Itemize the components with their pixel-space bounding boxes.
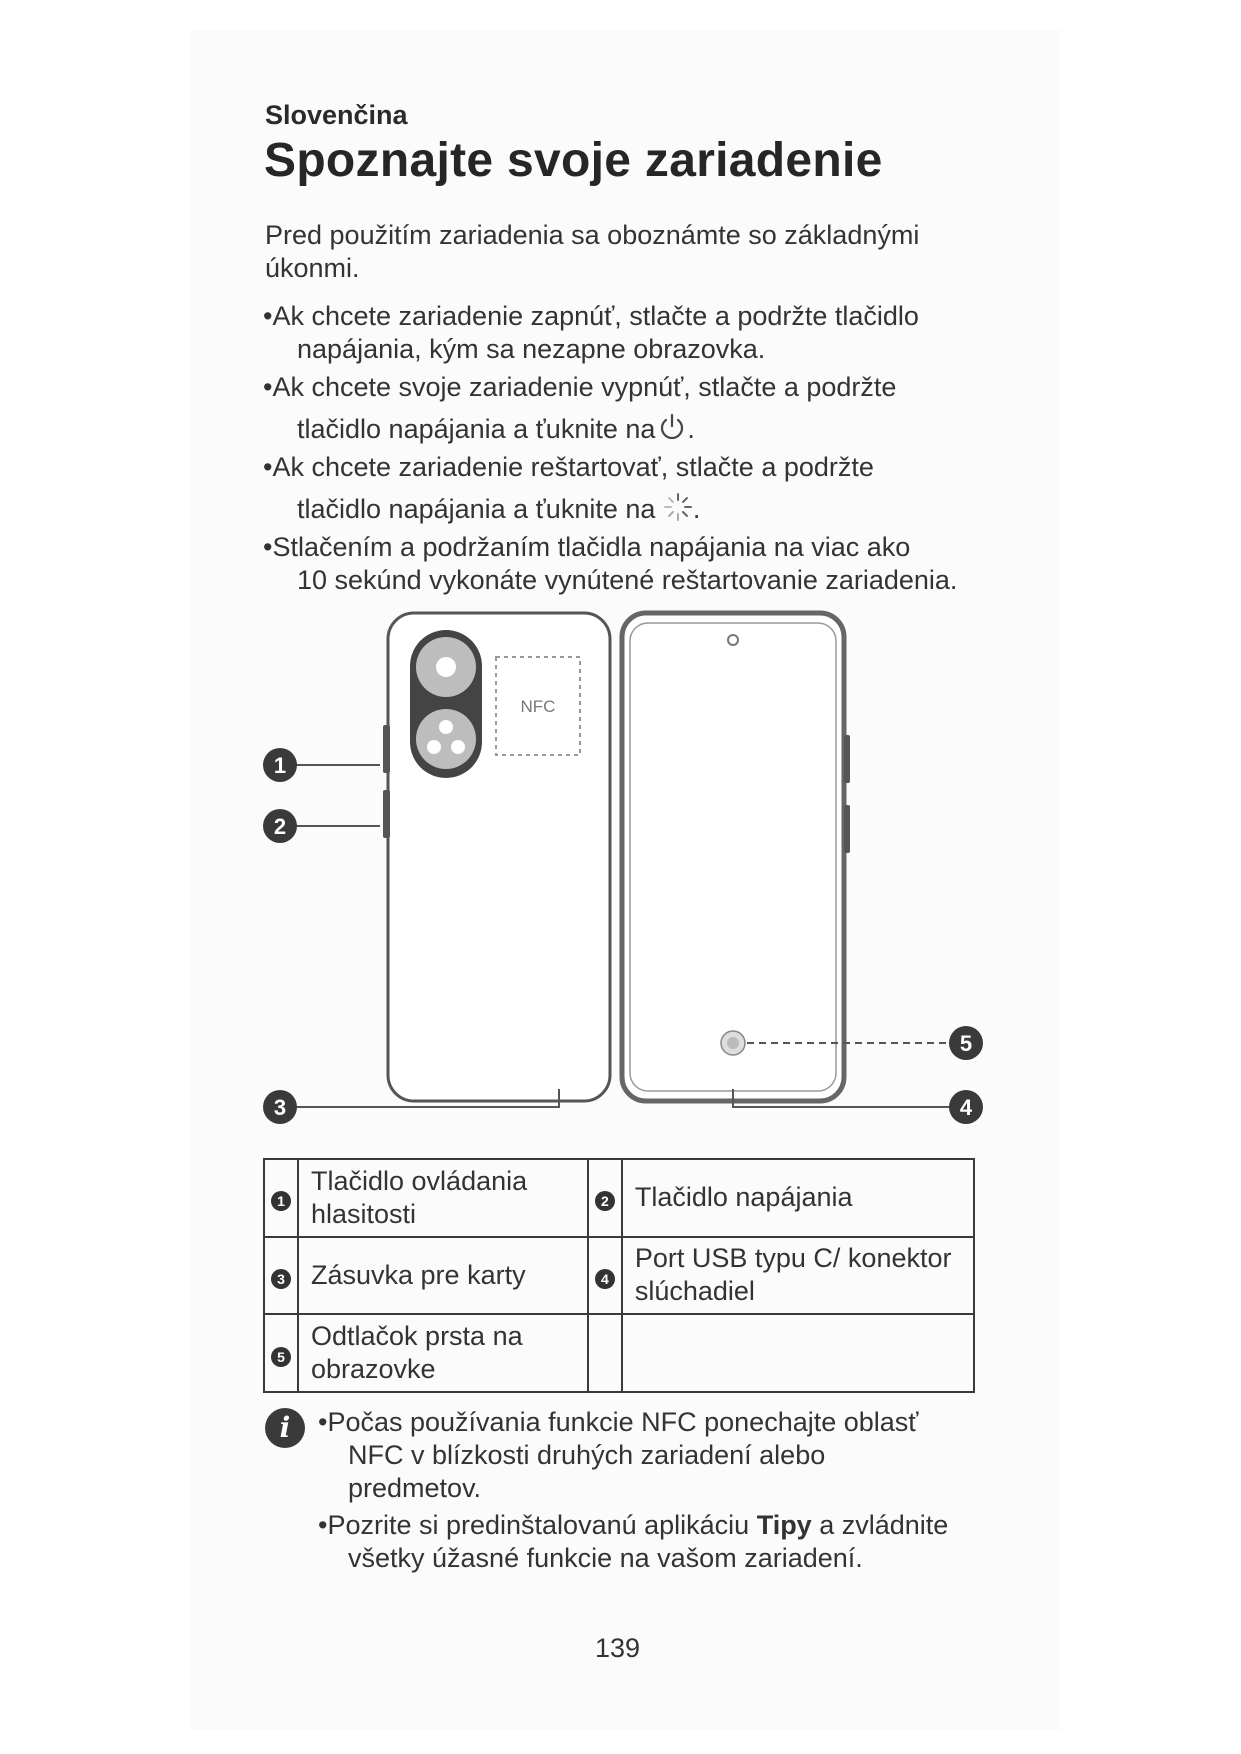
bullet-restart bbox=[263, 451, 874, 526]
tip-line: predmetov. bbox=[348, 1473, 482, 1503]
tip-line: •Počas používania funkcie NFC ponechajte oblasť bbox=[318, 1407, 919, 1437]
table-cell-label bbox=[622, 1314, 974, 1392]
phone-front bbox=[622, 613, 850, 1101]
svg-text:2: 2 bbox=[273, 814, 287, 839]
tips-app-name: Tipy bbox=[756, 1510, 812, 1540]
bullet-forced-restart bbox=[263, 531, 957, 597]
page-number: 139 bbox=[595, 1633, 641, 1663]
intro-paragraph bbox=[265, 219, 965, 285]
svg-text:4: 4 bbox=[959, 1095, 973, 1120]
bullet-suffix: . bbox=[692, 494, 701, 524]
table-row bbox=[264, 1159, 974, 1237]
callout-1 bbox=[263, 748, 297, 782]
bullet-power-off bbox=[263, 371, 896, 446]
bullet-line: 10 sekúnd vykonáte vynútené reštartovanie zariadenia. bbox=[297, 565, 958, 595]
nfc-label: NFC bbox=[520, 697, 556, 716]
svg-text:5: 5 bbox=[959, 1031, 973, 1056]
restart-icon bbox=[663, 492, 693, 522]
table-cell-label: Port USB typu C/ konektor slúchadiel bbox=[622, 1237, 974, 1315]
bullet-line: tlačidlo napájania a ťuknite na bbox=[297, 494, 656, 524]
svg-text:3: 3 bbox=[273, 1095, 287, 1120]
tip-line: a zvládnite bbox=[811, 1510, 949, 1540]
bullet-line: •Ak chcete zariadenie zapnúť, stlačte a podržte tlačidlo bbox=[263, 301, 919, 331]
bullet-line: •Stlačením a podržaním tlačidla napájania na viac ako bbox=[263, 532, 911, 562]
callout-5 bbox=[949, 1026, 983, 1060]
power-icon bbox=[657, 412, 687, 442]
table-cell-number: 1 bbox=[264, 1159, 298, 1237]
callout-4 bbox=[949, 1090, 983, 1124]
table-cell-label: Zásuvka pre karty bbox=[298, 1237, 588, 1315]
bullet-power-on bbox=[263, 300, 919, 366]
page-title: Spoznajte svoje zariadenie bbox=[264, 134, 883, 187]
intro-line: Pred použitím zariadenia sa oboznámte so základnými bbox=[265, 220, 920, 250]
bullet-line: •Ak chcete svoje zariadenie vypnúť, stlačte a podržte bbox=[263, 372, 897, 402]
bullet-line: napájania, kým sa nezapne obrazovka. bbox=[297, 334, 766, 364]
tip-line: NFC v blízkosti druhých zariadení alebo bbox=[348, 1440, 826, 1470]
callout-2 bbox=[263, 809, 297, 843]
intro-line: úkonmi. bbox=[265, 253, 360, 283]
language-label: Slovenčina bbox=[265, 100, 408, 130]
svg-text:1: 1 bbox=[273, 753, 287, 778]
callout-3 bbox=[263, 1090, 297, 1124]
table-cell-label: Tlačidlo napájania bbox=[622, 1159, 974, 1237]
bullet-suffix: . bbox=[687, 414, 695, 444]
tip-nfc bbox=[318, 1406, 918, 1505]
tip-tips-app bbox=[318, 1509, 948, 1575]
info-icon: i bbox=[265, 1408, 305, 1448]
table-cell-number: 2 bbox=[588, 1159, 622, 1237]
table-cell-number: 3 bbox=[264, 1237, 298, 1315]
device-diagram bbox=[260, 605, 990, 1145]
table-cell-number bbox=[588, 1314, 622, 1392]
bullet-line: tlačidlo napájania a ťuknite na bbox=[297, 414, 656, 444]
tip-line: všetky úžasné funkcie na vašom zariadení. bbox=[348, 1543, 863, 1573]
table-cell-number: 4 bbox=[588, 1237, 622, 1315]
parts-table bbox=[263, 1158, 975, 1393]
table-cell-label: Tlačidlo ovládania hlasitosti bbox=[298, 1159, 588, 1237]
tip-line: •Pozrite si predinštalovanú aplikáciu bbox=[318, 1510, 757, 1540]
phone-back bbox=[383, 613, 610, 1101]
bullet-line: •Ak chcete zariadenie reštartovať, stlačte a podržte bbox=[263, 452, 874, 482]
table-row bbox=[264, 1237, 974, 1315]
table-cell-label: Odtlačok prsta na obrazovke bbox=[298, 1314, 588, 1392]
table-cell-number: 5 bbox=[264, 1314, 298, 1392]
table-row bbox=[264, 1314, 974, 1392]
